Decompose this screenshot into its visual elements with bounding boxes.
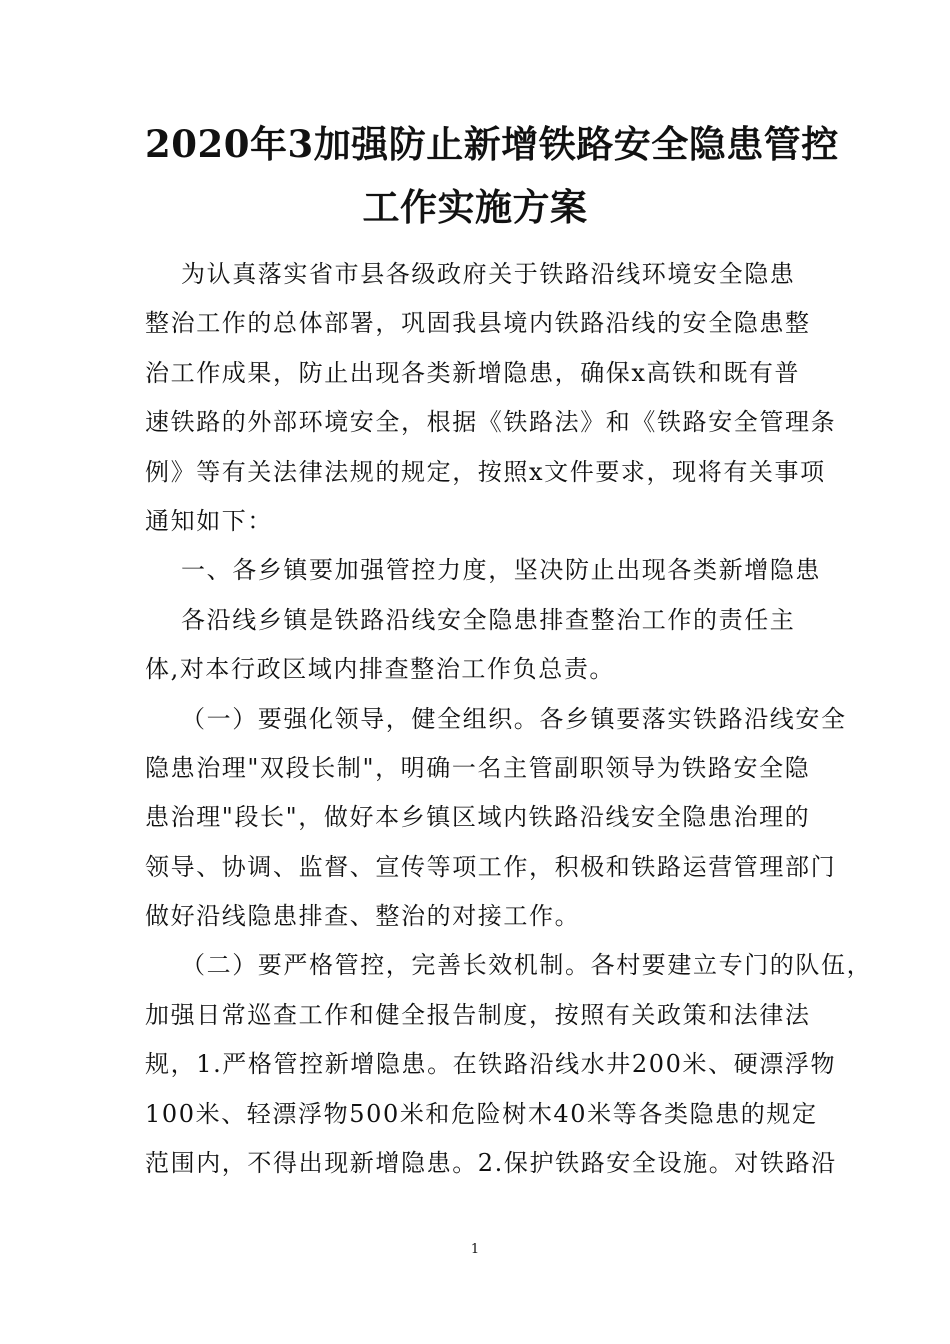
paragraph-line: 隐患治理"双段长制"，明确一名主管副职领导为铁路安全隐 <box>145 753 811 782</box>
paragraph-line: 治工作成果，防止出现各类新增隐患，确保x高铁和既有普 <box>145 358 801 387</box>
page-number: 1 <box>470 1242 480 1257</box>
paragraph-line: 范围内，不得出现新增隐患。2.保护铁路安全设施。对铁路沿 <box>145 1149 837 1178</box>
document-title-line-2: 工作实施方案 <box>362 185 588 229</box>
paragraph-line: 领导、协调、监督、宣传等项工作，积极和铁路运营管理部门 <box>145 852 837 881</box>
paragraph-line: 整治工作的总体部署，巩固我县境内铁路沿线的安全隐患整 <box>145 309 811 338</box>
paragraph-line: 速铁路的外部环境安全，根据《铁路法》和《铁路安全管理条 <box>145 408 837 437</box>
paragraph-line: 规，1.严格管控新增隐患。在铁路沿线水井200米、硬漂浮物 <box>145 1050 837 1079</box>
paragraph-line: 加强日常巡查工作和健全报告制度，按照有关政策和法律法 <box>145 1000 811 1029</box>
subsection-line: （二）要严格管控，完善长效机制。各村要建立专门的队伍， <box>181 951 873 980</box>
paragraph-line: 体,对本行政区域内排查整治工作负总责。 <box>145 655 616 684</box>
paragraph-line: 100米、轻漂浮物500米和危险树木40米等各类隐患的规定 <box>145 1099 818 1128</box>
paragraph-line: 为认真落实省市县各级政府关于铁路沿线环境安全隐患 <box>181 260 796 288</box>
paragraph-line: 各沿线乡镇是铁路沿线安全隐患排查整治工作的责任主 <box>181 605 796 634</box>
paragraph-line: 做好沿线隐患排查、整治的对接工作。 <box>145 902 581 931</box>
paragraph-line: 通知如下： <box>145 506 273 535</box>
section-heading: 一、各乡镇要加强管控力度，坚决防止出现各类新增隐患 <box>181 556 821 585</box>
document-body <box>145 250 873 1188</box>
document-title-line-1: 2020年3加强防止新增铁路安全隐患管控 <box>145 122 839 166</box>
subsection-line: （一）要强化领导，健全组织。各乡镇要落实铁路沿线安全 <box>181 704 847 733</box>
paragraph-line: 患治理"段长"，做好本乡镇区域内铁路沿线安全隐患治理的 <box>145 803 811 832</box>
paragraph-line: 例》等有关法律法规的规定，按照x文件要求，现将有关事项 <box>145 457 826 486</box>
